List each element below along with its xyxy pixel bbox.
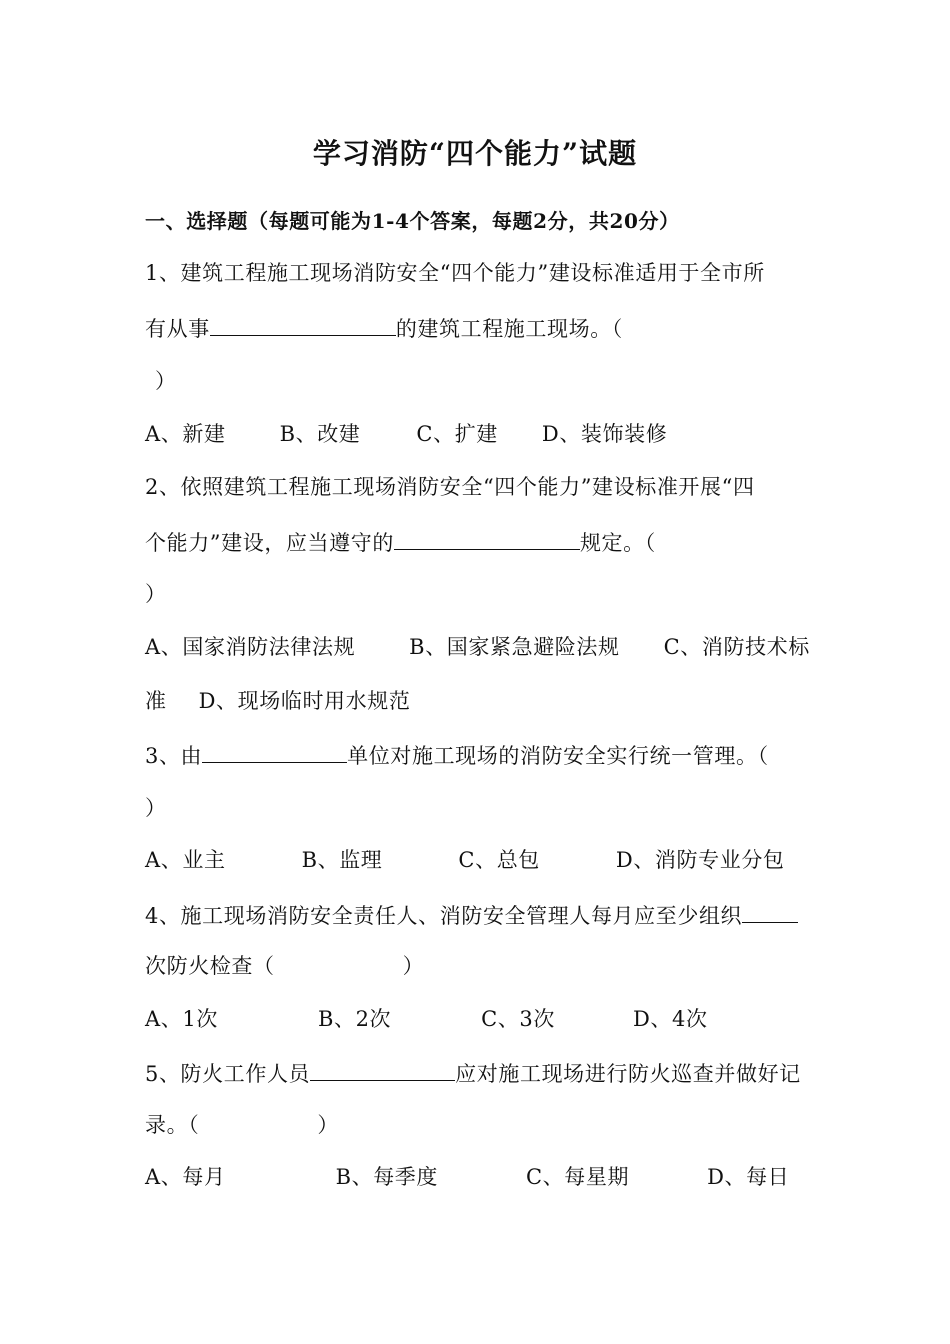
question-5-text-b: ） xyxy=(317,1113,339,1137)
option-a: A、每月 xyxy=(145,1165,226,1189)
question-2-line-1: 2、依照建筑工程施工现场消防安全“四个能力”建设标准开展“四 xyxy=(145,475,755,499)
option-a: A、业主 xyxy=(145,848,226,872)
option-b: B、改建 xyxy=(279,422,361,446)
question-2-text-b: 规定。（ xyxy=(579,531,656,555)
question-2-options-2 xyxy=(145,687,410,715)
question-4-line-1 xyxy=(145,900,798,930)
question-5-blank xyxy=(310,1058,455,1081)
question-4-text-b: ） xyxy=(402,954,425,978)
section-heading-choice: 一、选择题（每题可能为1-4个答案，每题2分，共20分） xyxy=(145,209,680,233)
question-3-line-1 xyxy=(145,740,769,770)
question-2-options-1 xyxy=(145,633,810,661)
option-a: A、新建 xyxy=(145,422,226,446)
question-3-text-b: 单位对施工现场的消防安全实行统一管理。（ xyxy=(347,744,769,768)
question-2-text-a: 个能力”建设，应当遵守的 xyxy=(145,531,394,555)
question-1-text-b: 的建筑工程施工现场。（ xyxy=(395,317,623,341)
question-4-text: 4、施工现场消防安全责任人、消防安全管理人每月应至少组织 xyxy=(145,904,743,928)
question-2-blank xyxy=(394,527,580,550)
question-5-line-2 xyxy=(145,1111,339,1139)
question-5-text-a: 5、防火工作人员 xyxy=(145,1062,311,1086)
question-2-line-3: ） xyxy=(145,582,167,606)
question-1-line-3: ） xyxy=(155,369,177,393)
question-3-line-2: ） xyxy=(145,796,167,820)
question-5-line-1 xyxy=(145,1058,801,1088)
option-b: B、国家紧急避险法规 xyxy=(409,635,620,659)
question-1-text-a: 有从事 xyxy=(145,317,210,341)
question-1-line-1: 1、建筑工程施工现场消防安全“四个能力”建设标准适用于全市所 xyxy=(145,261,765,285)
option-c: C、每星期 xyxy=(526,1165,630,1189)
option-c: C、消防技术标 xyxy=(663,635,810,659)
option-b: B、2次 xyxy=(317,1007,392,1031)
question-1-line-2 xyxy=(145,313,623,343)
question-2-line-2 xyxy=(145,527,656,557)
question-3-blank xyxy=(202,740,347,763)
question-1-blank xyxy=(210,313,396,336)
option-c-continued: 准 xyxy=(145,689,167,713)
option-d: D、每日 xyxy=(707,1165,790,1189)
option-d: D、4次 xyxy=(632,1007,708,1031)
question-5-text-b: 应对施工现场进行防火巡查并做好记 xyxy=(455,1062,801,1086)
option-d: D、消防专业分包 xyxy=(615,848,785,872)
question-4-line-2 xyxy=(145,952,424,980)
option-b: B、监理 xyxy=(301,848,383,872)
option-c: C、扩建 xyxy=(416,422,498,446)
option-d: D、现场临时用水规范 xyxy=(198,689,411,713)
question-1-options xyxy=(145,420,667,448)
option-c: C、总包 xyxy=(458,848,540,872)
question-5-options xyxy=(145,1163,789,1191)
option-d: D、装饰装修 xyxy=(541,422,668,446)
question-5-text-a: 录。（ xyxy=(145,1113,200,1137)
option-a: A、1次 xyxy=(145,1007,218,1031)
question-4-text-a: 次防火检查（ xyxy=(145,954,275,978)
question-3-options xyxy=(145,846,785,874)
option-c: C、3次 xyxy=(481,1007,555,1031)
question-4-options xyxy=(145,1005,708,1033)
option-a: A、国家消防法律法规 xyxy=(145,635,356,659)
option-b: B、每季度 xyxy=(335,1165,439,1189)
question-3-text-a: 3、由 xyxy=(145,744,203,768)
page-title: 学习消防“四个能力”试题 xyxy=(312,137,638,170)
question-4-blank xyxy=(742,900,798,923)
